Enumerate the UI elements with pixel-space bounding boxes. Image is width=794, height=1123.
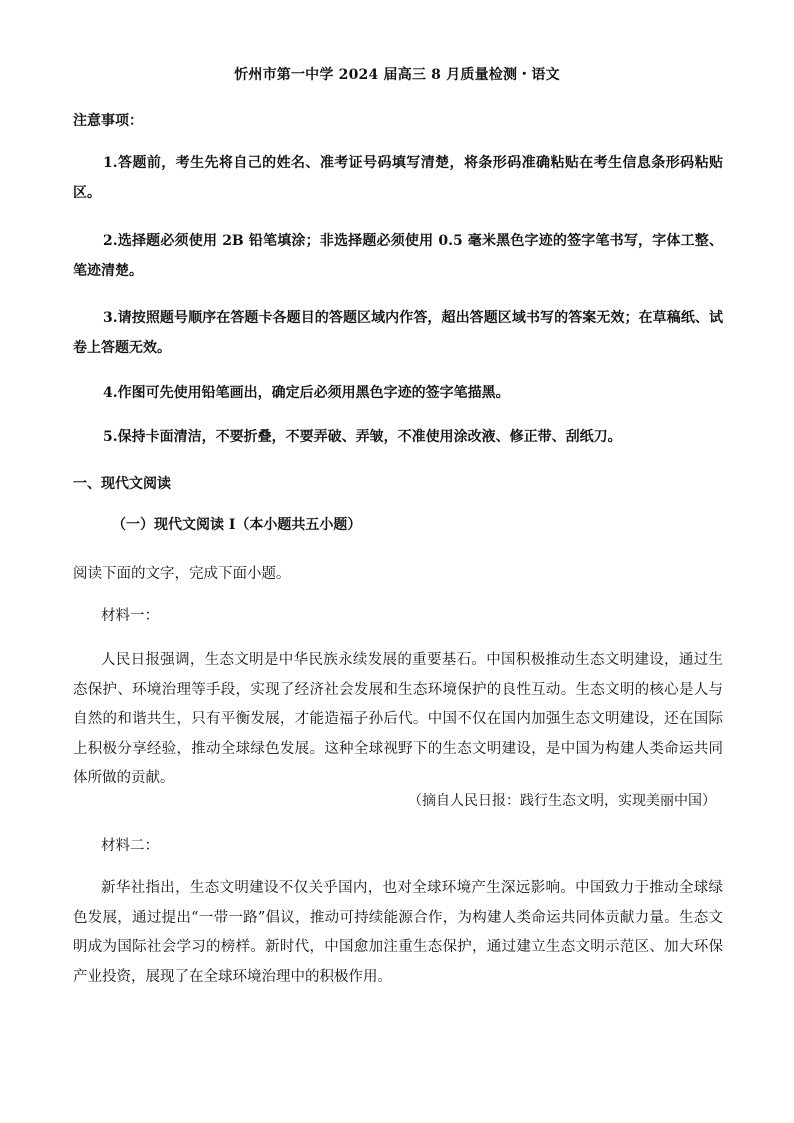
subsection-heading: （一）现代文阅读 I（本小题共五小题） bbox=[112, 517, 362, 533]
note-item: 3.请按照题号顺序在答题卡各题目的答题区域内作答，超出答题区域书写的答案无效；在草稿纸、试卷上答题无效。 bbox=[73, 310, 723, 356]
note-item: 2.选择题必须使用 2B 铅笔填涂；非选择题必须使用 0.5 毫米黑色字迹的签字笔书写，字体工整、笔迹清楚。 bbox=[73, 233, 723, 279]
material-label: 材料二： bbox=[101, 838, 159, 854]
note-item: 1.答题前，考生先将自己的姓名、准考证号码填写清楚，将条形码准确粘贴在考生信息条形码粘贴区。 bbox=[73, 155, 723, 201]
note-item: 5.保持卡面清洁，不要折叠，不要弄破、弄皱，不准使用涂改液、修正带、刮纸刀。 bbox=[103, 429, 622, 445]
reading-instruction: 阅读下面的文字，完成下面小题。 bbox=[73, 566, 291, 582]
notes-heading: 注意事项： bbox=[73, 113, 143, 129]
material-paragraph: 人民日报强调，生态文明是中华民族永续发展的重要基石。中国积极推动生态文明建设，通过生态保护、环境治理等手段，实现了经济社会发展和生态环境保护的良性互动。生态文明的核心是人与自然的和谐共生，只有平衡发展，才能造福子孙后代。中国不仅在国内加强生态文明建设，还在国际上积极分享经验，推动全球绿色发展。这种全球视野下的生态文明建设，是中国为构建人类命运共同体所做的贡献。 bbox=[73, 652, 723, 786]
material-source: （摘自人民日报：践行生态文明，实现美丽中国） bbox=[408, 793, 716, 809]
page-title: 忻州市第一中学 2024 届高三 8 月质量检测・语文 bbox=[234, 67, 560, 83]
note-item: 4.作图可先使用铅笔画出，确定后必须用黑色字迹的签字笔描黑。 bbox=[103, 385, 510, 401]
material-paragraph: 新华社指出，生态文明建设不仅关乎国内，也对全球环境产生深远影响。中国致力于推动全球绿色发展，通过提出“一带一路”倡议，推动可持续能源合作，为构建人类命运共同体贡献力量。生态文明成为国际社会学习的榜样。新时代，中国愈加注重生态保护，通过建立生态文明示范区、加大环保产业投资，展现了在全球环境治理中的积极作用。 bbox=[73, 880, 723, 985]
material-label: 材料一： bbox=[101, 608, 159, 624]
section-heading: 一、现代文阅读 bbox=[73, 476, 171, 492]
